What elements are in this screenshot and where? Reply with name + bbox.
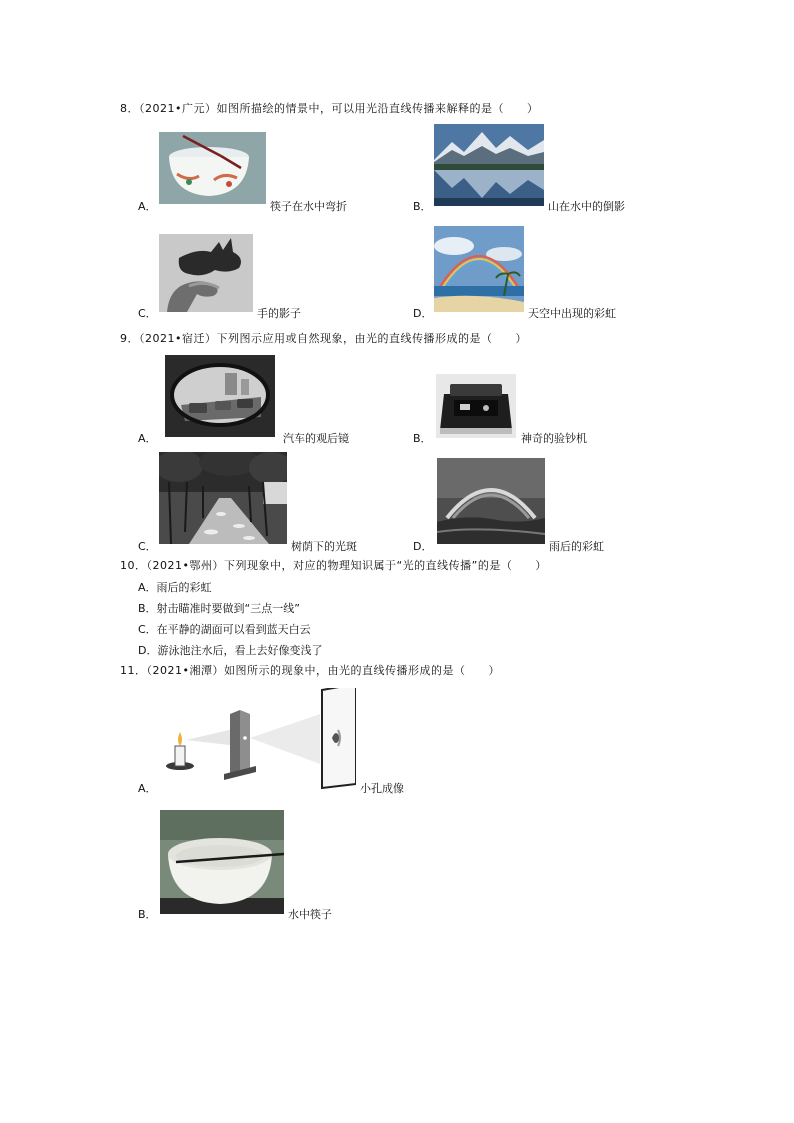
question-8-stem: 8．（2021•广元）如图所描绘的情景中，可以用光沿直线传播来解释的是（ ） [120,102,539,115]
q8-option-d-caption: 天空中出现的彩虹 [528,307,616,320]
question-10-stem: 10．（2021•鄂州）下列现象中，对应的物理知识属于“光的直线传播”的是（ ） [120,559,547,572]
q11-option-a-letter: A． [138,782,157,795]
q8-option-a-letter: A． [138,200,157,213]
pinhole-camera-diagram [160,688,356,790]
q9-option-b-letter: B． [413,432,432,445]
tree-shade-photo [159,452,287,544]
q8-option-d-letter: D． [413,307,433,320]
q9-option-d-caption: 雨后的彩虹 [549,540,604,553]
q9-option-b-caption: 神奇的验钞机 [521,432,587,445]
hand-shadow-photo [159,234,253,312]
q11-option-b-caption: 水中筷子 [288,908,332,921]
q8-option-b-letter: B． [413,200,432,213]
q8-option-c-caption: 手的影子 [257,307,301,320]
q8-option-a-caption: 筷子在水中弯折 [270,200,347,213]
rainbow-photo [437,458,545,544]
q9-option-a-letter: A． [138,432,157,445]
q9-option-d-letter: D． [413,540,433,553]
bowl-chopsticks-photo [160,810,284,914]
q9-option-c-letter: C． [138,540,157,553]
car-mirror-photo [165,355,275,437]
bowl-chopsticks-photo [159,132,266,204]
q10-option-d: D．游泳池注水后，看上去好像变浅了 [138,644,323,657]
q10-option-a: A．雨后的彩虹 [138,581,212,594]
q10-option-b: B．射击瞄准时要做到“三点一线” [138,602,300,615]
money-detector-photo [436,374,516,438]
q8-option-c-letter: C． [138,307,157,320]
q11-option-b-letter: B． [138,908,157,921]
question-11-stem: 11．（2021•湘潭）如图所示的现象中，由光的直线传播形成的是（ ） [120,664,500,677]
question-9-stem: 9．（2021•宿迁）下列图示应用或自然现象，由光的直线传播形成的是（ ） [120,332,527,345]
q10-option-c: C．在平静的湖面可以看到蓝天白云 [138,623,311,636]
q9-option-a-caption: 汽车的观后镜 [283,432,349,445]
q9-option-c-caption: 树荫下的光斑 [291,540,357,553]
q11-option-a-caption: 小孔成像 [360,782,404,795]
mountain-reflection-photo [434,124,544,206]
rainbow-beach-photo [434,226,524,312]
q8-option-b-caption: 山在水中的倒影 [548,200,625,213]
